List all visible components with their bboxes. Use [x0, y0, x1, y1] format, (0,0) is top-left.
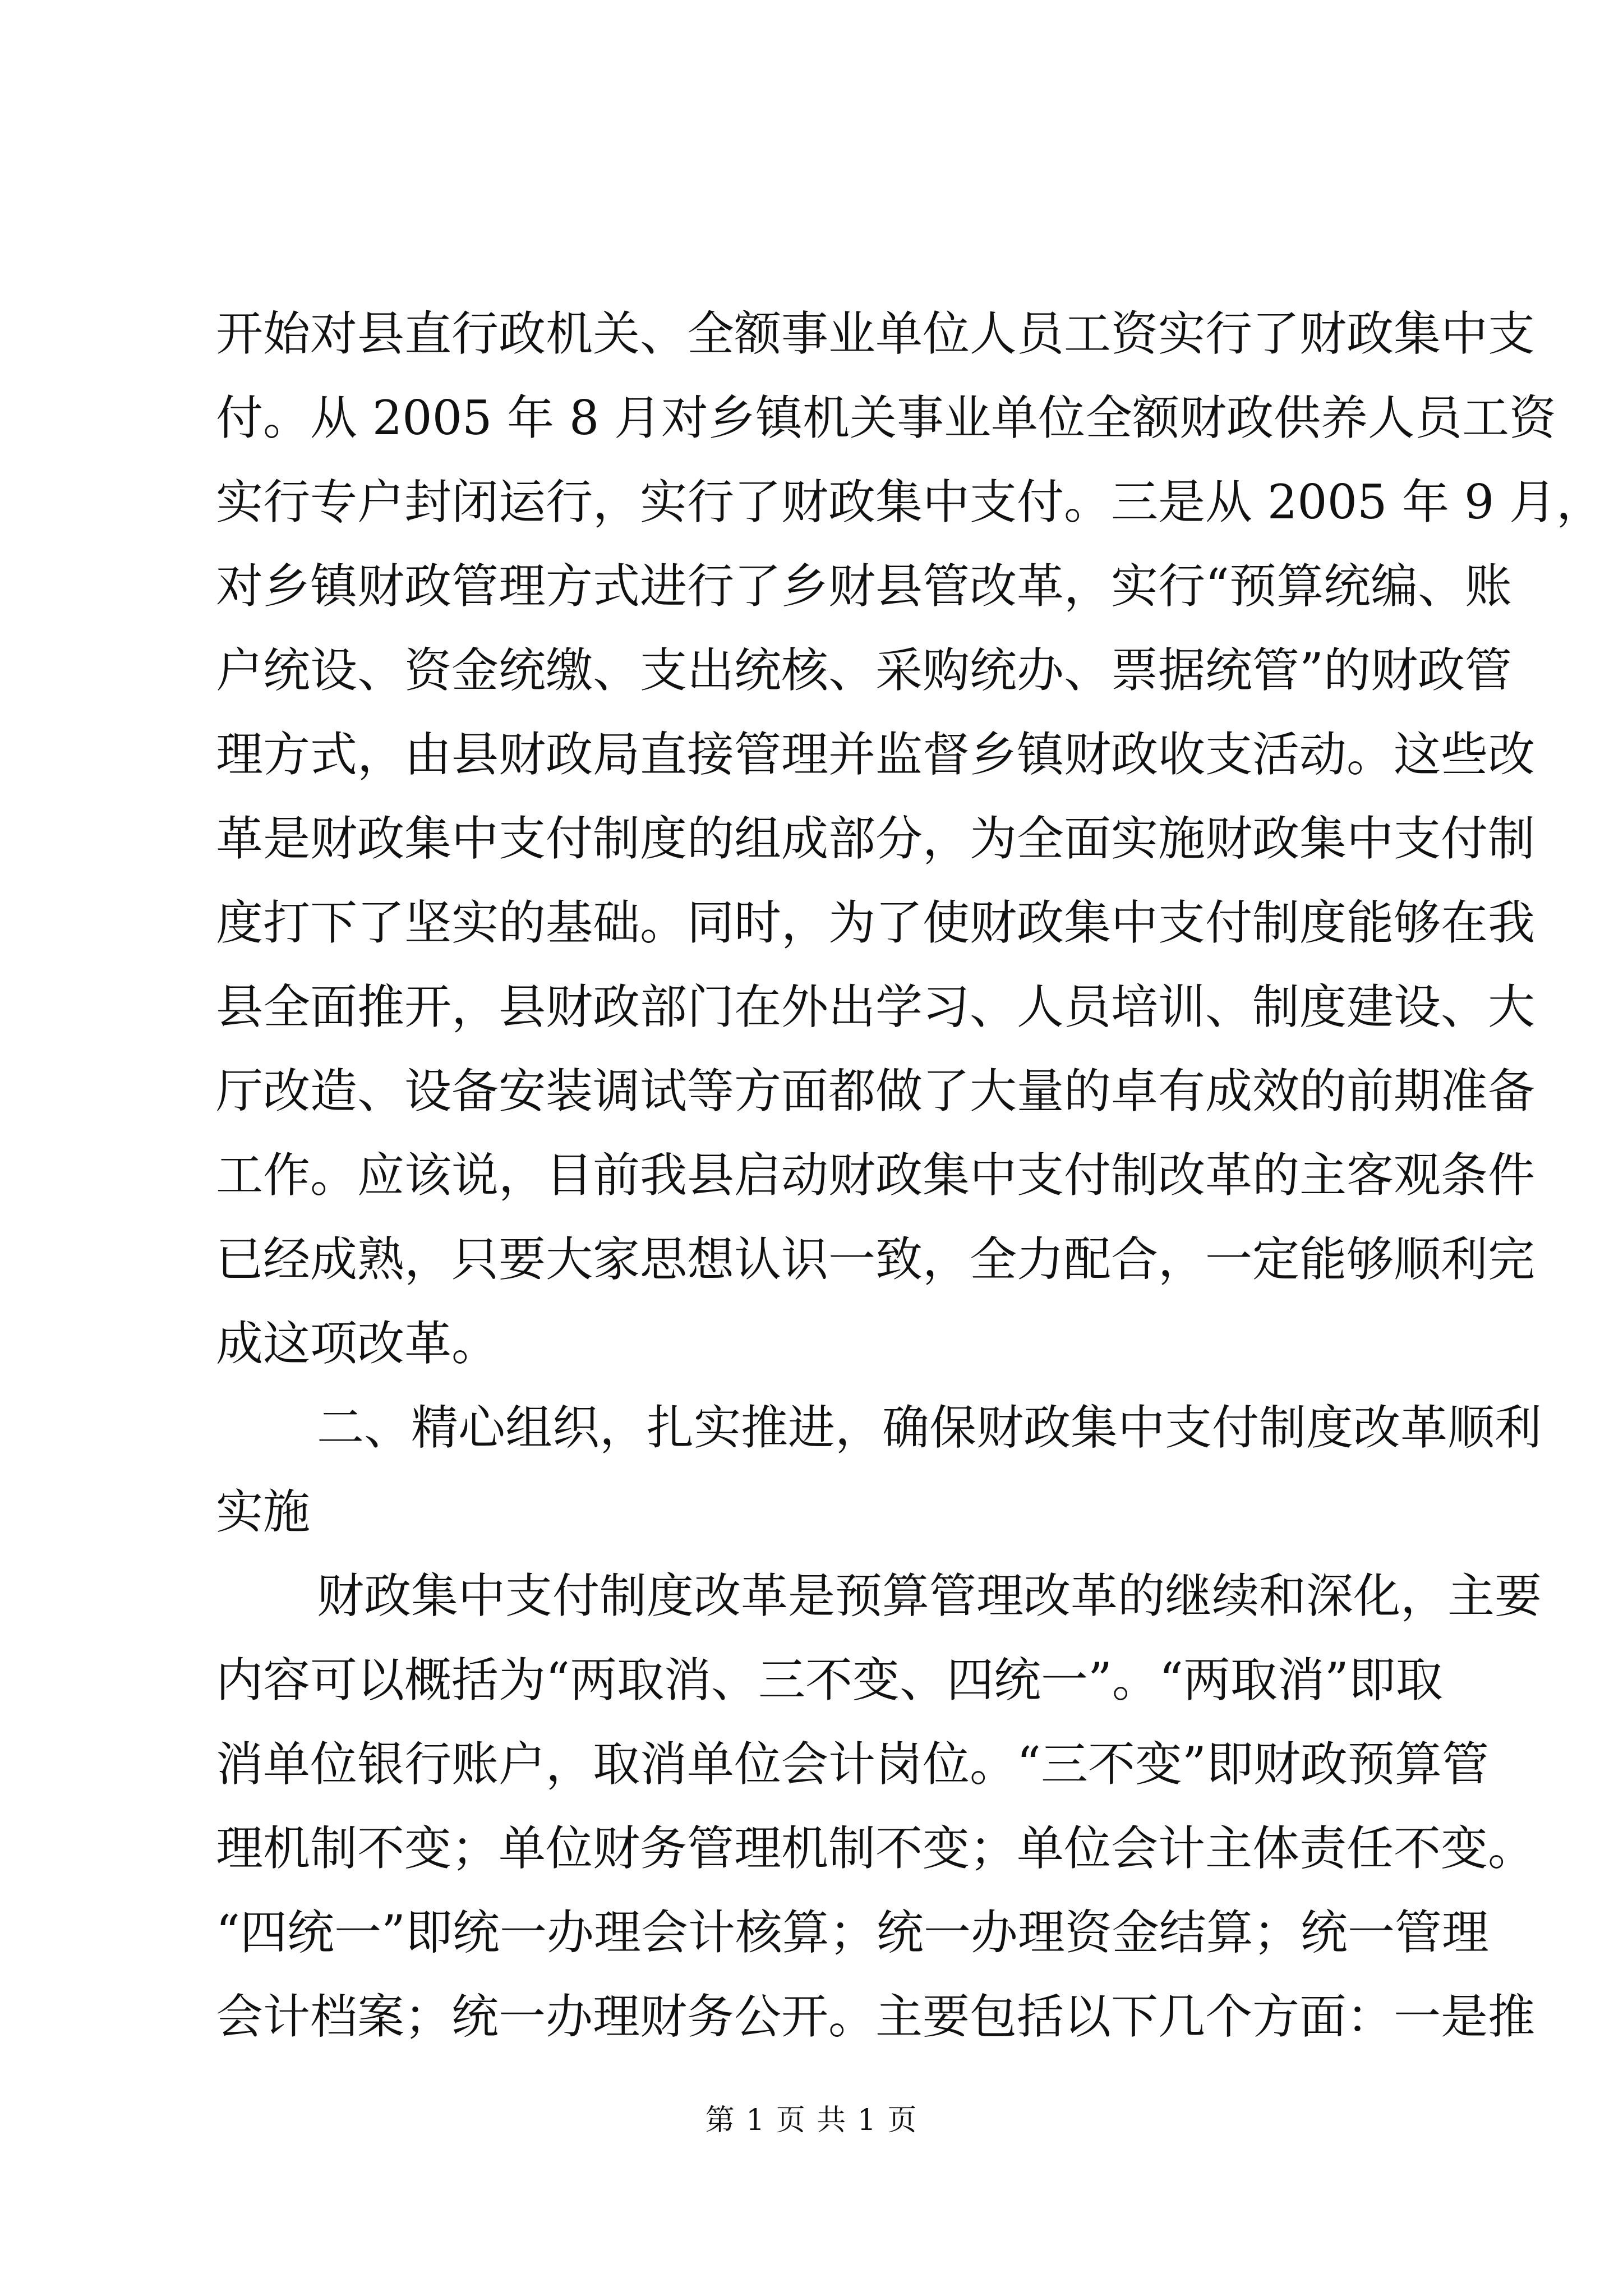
section-heading-continued: 实施 — [216, 1484, 311, 1539]
text-line: 革是财政集中支付制度的组成部分，为全面实施财政集中支付制 — [216, 811, 1536, 866]
text-line: 户统设、资金统缴、支出统核、采购统办、票据统管”的财政管 — [216, 643, 1512, 698]
text-line: 工作。应该说，目前我县启动财政集中支付制改革的主客观条件 — [216, 1148, 1536, 1203]
text-line: 县全面推开，县财政部门在外出学习、人员培训、制度建设、大 — [216, 979, 1536, 1034]
text-line: 对乡镇财政管理方式进行了乡财县管改革，实行“预算统编、账 — [216, 559, 1512, 614]
text-line: 厅改造、设备安装调试等方面都做了大量的卓有成效的前期准备 — [216, 1064, 1536, 1119]
text-line: 实行专户封闭运行，实行了财政集中支付。三是从 2005 年 9 月， — [216, 475, 1604, 530]
text-line: 成这项改革。 — [216, 1316, 499, 1371]
text-line: “四统一”即统一办理会计核算；统一办理资金结算；统一管理 — [216, 1905, 1489, 1960]
text-line: 已经成熟，只要大家思想认识一致，全力配合，一定能够顺利完 — [216, 1232, 1536, 1287]
section-heading: 二、精心组织，扎实推进，确保财政集中支付制度改革顺利 — [317, 1400, 1542, 1455]
text-line: 财政集中支付制度改革是预算管理改革的继续和深化，主要 — [317, 1568, 1542, 1623]
text-line: 内容可以概括为“两取消、三不变、四统一”。“两取消”即取 — [216, 1653, 1443, 1708]
text-line: 理方式，由县财政局直接管理并监督乡镇财政收支活动。这些改 — [216, 727, 1536, 782]
text-line: 消单位银行账户，取消单位会计岗位。“三不变”即财政预算管 — [216, 1737, 1489, 1792]
page-number-footer: 第 1 页 共 1 页 — [705, 2104, 918, 2137]
text-line: 度打下了坚实的基础。同时，为了使财政集中支付制度能够在我 — [216, 895, 1536, 950]
text-line: 理机制不变；单位财务管理机制不变；单位会计主体责任不变。 — [216, 1821, 1536, 1876]
text-line: 付。从 2005 年 8 月对乡镇机关事业单位全额财政供养人员工资 — [216, 390, 1557, 445]
text-line: 开始对县直行政机关、全额事业单位人员工资实行了财政集中支 — [216, 306, 1536, 361]
text-line: 会计档案；统一办理财务公开。主要包括以下几个方面：一是推 — [216, 1989, 1536, 2044]
